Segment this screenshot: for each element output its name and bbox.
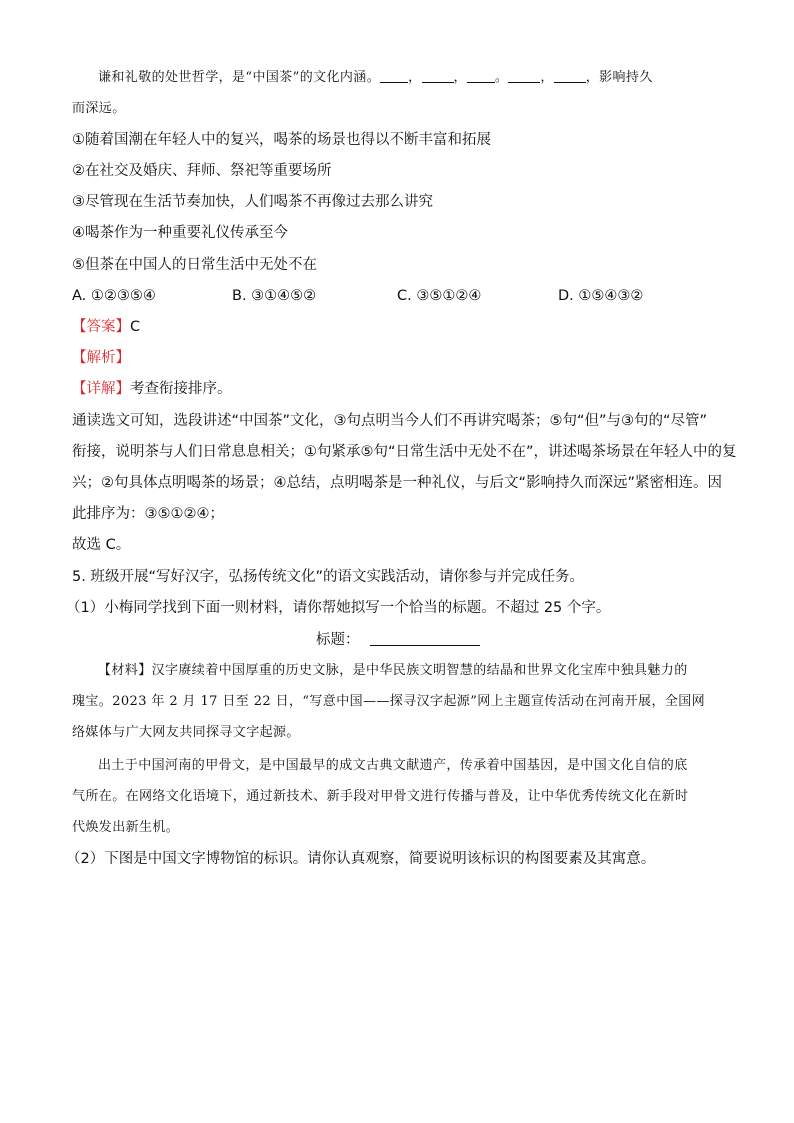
title-blank[interactable] [370,631,480,646]
material-line: 络媒体与广大网友共同探寻文字起源。 [72,725,300,740]
blank-4[interactable] [508,68,540,83]
separator: 。 [494,70,509,85]
material-line: 气所在。在网络文化语境下，通过新技术、新手段对甲骨文进行传播与普及，让中华优秀传统文化在新时 [72,789,689,804]
detail-label: 【详解】 [72,381,130,397]
option-c[interactable]: C. ③⑤①②④ [397,288,482,304]
passage-tail: ，影响持久 [585,70,653,85]
question-5-title: 5. 班级开展“写好汉字，弘扬传统文化”的语文实践活动，请你参与并完成任务。 [72,569,584,585]
material-line: 【材料】汉字赓续着中国厚重的历史文脉，是中华民族文明智慧的结晶和世界文化宝库中独具魅力的 [98,663,688,678]
material-line: 代焕发出新生机。 [72,820,180,835]
sentence-1: ①随着国潮在年轻人中的复兴，喝茶的场景也得以不断丰富和拓展 [72,132,491,148]
detail-text-line: 通读选文可知，选段讲述“中国茶”文化，③句点明当今人们不再讲究喝茶；⑤句“但”与③句的“尽管” [72,413,708,429]
detail-intro: 考查衔接排序。 [130,381,232,397]
separator: ， [540,70,554,85]
material-line: 出土于中国河南的甲骨文，是中国最早的成文古典文献遗产，传承着中国基因，是中国文化自信的底 [98,758,688,773]
detail-conclusion: 故选 C。 [72,537,131,553]
sentence-3: ③尽管现在生活节奏加快，人们喝茶不再像过去那么讲究 [72,194,433,210]
title-label: 标题： [316,632,360,648]
separator: ， [408,70,422,85]
detail-text-line: 兴；②句具体点明喝茶的场景；④总结，点明喝茶是一种礼仪，与后文“影响持久而深远”紧密相连。因 [72,475,723,491]
answer-label: 【答案】 [72,319,130,335]
blank-1[interactable] [380,68,408,83]
analysis-label: 【解析】 [72,350,130,366]
option-b[interactable]: B. ③①④⑤② [232,288,317,304]
blank-2[interactable] [422,68,454,83]
sentence-5: ⑤但茶在中国人的日常生活中无处不在 [72,257,317,273]
passage-line-2: 而深远。 [72,101,126,116]
option-d[interactable]: D. ①⑤④③② [558,288,644,304]
option-a[interactable]: A. ①②③⑤④ [72,288,156,304]
material-line: 瑰宝。2023 年 2 月 17 日至 22 日，“写意中国——探寻汉字起源”网上主题宣传活动在河南开展，全国网 [72,694,706,709]
blank-5[interactable] [554,68,586,83]
answer-line [72,317,140,337]
detail-text-line: 此排序为：③⑤①②④； [72,506,224,522]
passage-line-1 [98,68,653,88]
sentence-2: ②在社交及婚庆、拜师、祭祀等重要场所 [72,163,332,179]
answer-value: C [130,319,141,335]
blank-3[interactable] [467,68,495,83]
question-5-sub-1: （1）小梅同学找到下面一则材料，请你帮她拟写一个恰当的标题。不超过 25 个字。 [66,600,611,616]
detail-text-line: 衔接，说明茶与人们日常息息相关；①句紧承⑤句“日常生活中无处不在”，讲述喝茶场景在年轻人中的复 [72,444,737,460]
detail-line [72,379,232,399]
question-5-sub-2: （2）下图是中国文字博物馆的标识。请你认真观察，简要说明该标识的构图要素及其寓意。 [66,851,656,867]
title-answer-line [316,630,480,650]
separator: ， [453,70,467,85]
sentence-4: ④喝茶作为一种重要礼仪传承至今 [72,225,288,241]
passage-text: 谦和礼敬的处世哲学，是“中国茶”的文化内涵。 [98,70,381,85]
